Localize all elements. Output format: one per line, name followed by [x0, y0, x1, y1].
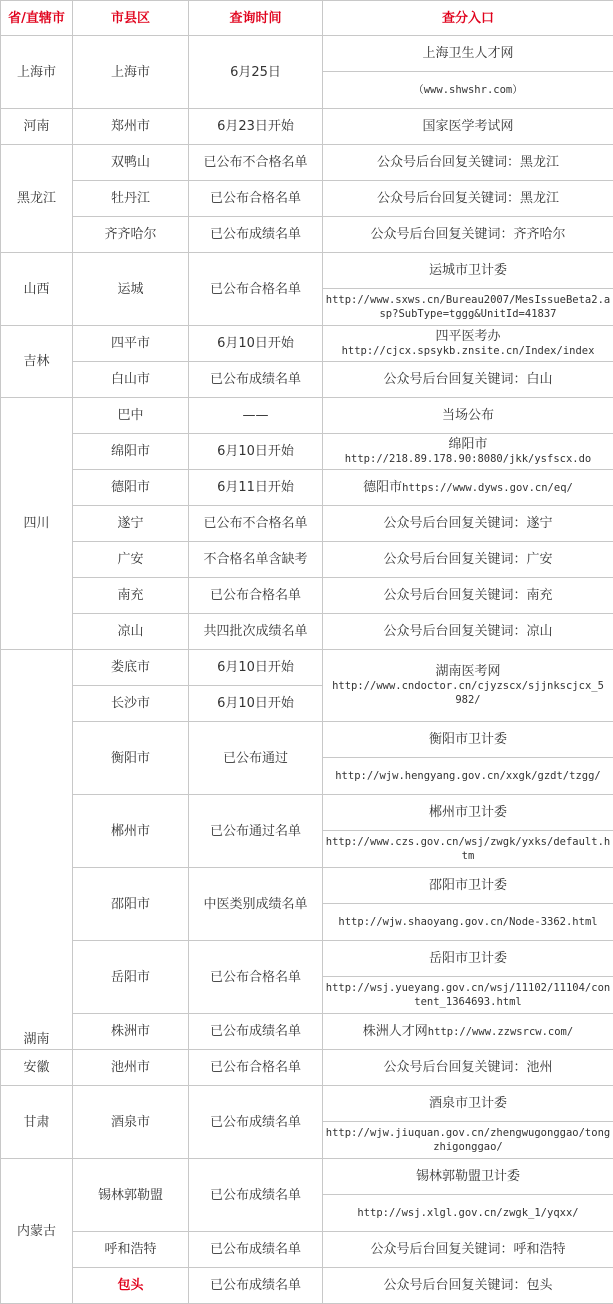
- city-cell: 广安: [73, 542, 189, 578]
- province-cell: 山西: [1, 253, 73, 326]
- province-cell: 河南: [1, 109, 73, 145]
- table-row: [1, 1232, 613, 1268]
- city-cell: 白山市: [73, 362, 189, 398]
- city-cell: 株洲市: [73, 1014, 189, 1050]
- entry-cell: 公众号后台回复关键词：遂宁: [323, 506, 613, 542]
- table-row: [1, 650, 613, 686]
- city-cell: 巴中: [73, 398, 189, 434]
- entry-cell: 公众号后台回复关键词：呼和浩特: [323, 1232, 613, 1268]
- city-cell: 齐齐哈尔: [73, 217, 189, 253]
- entry-url[interactable]: http://www.sxws.cn/Bureau2007/MesIssueBeta2.asp?SubType=tggg&UnitId=41837: [323, 289, 613, 325]
- entry-name: 上海卫生人才网: [323, 36, 613, 72]
- table-row: [1, 217, 613, 253]
- time-cell: 已公布合格名单: [189, 941, 323, 1014]
- table-row: [1, 1268, 613, 1304]
- city-cell: 四平市: [73, 326, 189, 362]
- table-row: [1, 1014, 613, 1050]
- time-cell: 已公布成绩名单: [189, 1159, 323, 1232]
- city-cell: 锡林郭勒盟: [73, 1159, 189, 1232]
- time-cell: 6月10日开始: [189, 434, 323, 470]
- city-cell: 岳阳市: [73, 941, 189, 1014]
- entry-name: 株洲人才网: [363, 1024, 428, 1039]
- table-row: [1, 434, 613, 470]
- entry-cell: 公众号后台回复关键词：凉山: [323, 614, 613, 650]
- entry-cell: [323, 1159, 613, 1232]
- city-cell: 运城: [73, 253, 189, 326]
- time-cell: 6月23日开始: [189, 109, 323, 145]
- time-cell: 6月10日开始: [189, 650, 323, 686]
- entry-name: 绵阳市: [448, 437, 487, 452]
- time-cell: 已公布通过: [189, 722, 323, 795]
- entry-cell: 公众号后台回复关键词：包头: [323, 1268, 613, 1304]
- table-row: [1, 326, 613, 362]
- header-entry: 查分入口: [323, 1, 613, 36]
- entry-cell: [323, 868, 613, 941]
- city-cell: 绵阳市: [73, 434, 189, 470]
- header-city: 市县区: [73, 1, 189, 36]
- header-time: 查询时间: [189, 1, 323, 36]
- entry-url[interactable]: http://wjw.hengyang.gov.cn/xxgk/gzdt/tzgg/: [323, 758, 613, 794]
- city-cell: 牡丹江: [73, 181, 189, 217]
- entry-name: 湖南医考网: [435, 664, 500, 679]
- entry-cell: [323, 650, 613, 722]
- entry-cell: [323, 1014, 613, 1050]
- time-cell: 已公布通过名单: [189, 795, 323, 868]
- province-cell: 四川: [1, 398, 73, 650]
- entry-cell: [323, 795, 613, 868]
- entry-cell: [323, 434, 613, 470]
- time-cell: 不合格名单含缺考: [189, 542, 323, 578]
- entry-name: 运城市卫计委: [323, 253, 613, 289]
- province-cell: 黑龙江: [1, 145, 73, 253]
- city-cell: 呼和浩特: [73, 1232, 189, 1268]
- entry-name: 酒泉市卫计委: [323, 1086, 613, 1122]
- entry-cell: 国家医学考试网: [323, 109, 613, 145]
- time-cell: 共四批次成绩名单: [189, 614, 323, 650]
- table-row: [1, 1086, 613, 1159]
- entry-cell: [323, 36, 613, 109]
- table-row: [1, 36, 613, 109]
- time-cell: 已公布成绩名单: [189, 1014, 323, 1050]
- province-cell: 甘肃: [1, 1086, 73, 1159]
- city-cell: 长沙市: [73, 686, 189, 722]
- time-cell: 已公布成绩名单: [189, 362, 323, 398]
- table-row: [1, 506, 613, 542]
- city-cell: 郴州市: [73, 795, 189, 868]
- entry-url[interactable]: （www.shwshr.com）: [323, 72, 613, 108]
- entry-cell: [323, 326, 613, 362]
- city-cell: 德阳市: [73, 470, 189, 506]
- table-row: [1, 941, 613, 1014]
- time-cell: 已公布成绩名单: [189, 1268, 323, 1304]
- time-cell: 已公布成绩名单: [189, 1232, 323, 1268]
- entry-name: 衡阳市卫计委: [323, 722, 613, 758]
- table-row: [1, 181, 613, 217]
- time-cell: 已公布不合格名单: [189, 506, 323, 542]
- time-cell: 已公布合格名单: [189, 1050, 323, 1086]
- time-cell: 已公布合格名单: [189, 253, 323, 326]
- table-row: [1, 795, 613, 868]
- table-row: [1, 253, 613, 326]
- entry-cell: 公众号后台回复关键词：广安: [323, 542, 613, 578]
- city-cell: 南充: [73, 578, 189, 614]
- entry-cell: 公众号后台回复关键词：南充: [323, 578, 613, 614]
- entry-name: 锡林郭勒盟卫计委: [323, 1159, 613, 1195]
- entry-url[interactable]: http://wsj.xlgl.gov.cn/zwgk_1/yqxx/: [323, 1195, 613, 1231]
- table-row: [1, 398, 613, 434]
- province-cell: 吉林: [1, 326, 73, 398]
- city-cell: 双鸭山: [73, 145, 189, 181]
- entry-name: 邵阳市卫计委: [323, 868, 613, 904]
- time-cell: 6月11日开始: [189, 470, 323, 506]
- entry-name: 郴州市卫计委: [323, 795, 613, 831]
- city-cell: 遂宁: [73, 506, 189, 542]
- city-cell: 郑州市: [73, 109, 189, 145]
- entry-cell: [323, 253, 613, 326]
- entry-cell: 公众号后台回复关键词：池州: [323, 1050, 613, 1086]
- table-row: [1, 1050, 613, 1086]
- time-cell: 已公布成绩名单: [189, 217, 323, 253]
- entry-url[interactable]: http://wjw.jiuquan.gov.cn/zhengwugonggao/tongzhigonggao/: [323, 1122, 613, 1158]
- entry-name: 德阳市: [363, 480, 402, 495]
- city-cell: 池州市: [73, 1050, 189, 1086]
- table-row: [1, 542, 613, 578]
- time-cell: 已公布成绩名单: [189, 1086, 323, 1159]
- table-row: [1, 109, 613, 145]
- entry-cell: [323, 722, 613, 795]
- city-cell: 凉山: [73, 614, 189, 650]
- entry-name: 四平医考办: [435, 329, 500, 344]
- entry-name: 岳阳市卫计委: [323, 941, 613, 977]
- province-cell: 上海市: [1, 36, 73, 109]
- table-row: [1, 722, 613, 795]
- entry-cell: 公众号后台回复关键词：黑龙江: [323, 145, 613, 181]
- entry-url[interactable]: http://cjcx.spsykb.znsite.cn/Index/index: [342, 344, 595, 358]
- table-row: [1, 1159, 613, 1232]
- entry-url[interactable]: https://www.dyws.gov.cn/eq/: [402, 482, 573, 494]
- entry-cell: 公众号后台回复关键词：白山: [323, 362, 613, 398]
- entry-cell: [323, 470, 613, 506]
- entry-cell: 公众号后台回复关键词：黑龙江: [323, 181, 613, 217]
- entry-cell: 公众号后台回复关键词：齐齐哈尔: [323, 217, 613, 253]
- province-cell: 内蒙古: [1, 1159, 73, 1304]
- time-cell: 6月10日开始: [189, 686, 323, 722]
- header-province: 省/直辖市: [1, 1, 73, 36]
- table-row: [1, 145, 613, 181]
- table-row: [1, 362, 613, 398]
- time-cell: 6月25日: [189, 36, 323, 109]
- city-cell: 包头: [73, 1268, 189, 1304]
- city-cell: 酒泉市: [73, 1086, 189, 1159]
- time-cell: 已公布合格名单: [189, 578, 323, 614]
- time-cell: ——: [189, 398, 323, 434]
- city-cell: 邵阳市: [73, 868, 189, 941]
- city-cell: 上海市: [73, 36, 189, 109]
- entry-url[interactable]: http://www.czs.gov.cn/wsj/zwgk/yxks/default.htm: [323, 831, 613, 867]
- province-cell: 湖南: [1, 650, 73, 1050]
- entry-cell: [323, 1086, 613, 1159]
- time-cell: 中医类别成绩名单: [189, 868, 323, 941]
- time-cell: 6月10日开始: [189, 326, 323, 362]
- entry-cell: [323, 941, 613, 1014]
- entry-cell: 当场公布: [323, 398, 613, 434]
- entry-url[interactable]: http://wjw.shaoyang.gov.cn/Node-3362.html: [323, 904, 613, 940]
- province-cell: 安徽: [1, 1050, 73, 1086]
- entry-url[interactable]: http://wsj.yueyang.gov.cn/wsj/11102/11104/content_1364693.html: [323, 977, 613, 1013]
- table-row: [1, 470, 613, 506]
- city-cell: 娄底市: [73, 650, 189, 686]
- time-cell: 已公布合格名单: [189, 181, 323, 217]
- table-row: [1, 614, 613, 650]
- table-row: [1, 578, 613, 614]
- city-cell: 衡阳市: [73, 722, 189, 795]
- time-cell: 已公布不合格名单: [189, 145, 323, 181]
- entry-url[interactable]: http://www.zzwsrcw.com/: [428, 1026, 573, 1038]
- entry-url[interactable]: http://218.89.178.90:8080/jkk/ysfscx.do: [345, 452, 592, 466]
- entry-url[interactable]: http://www.cndoctor.cn/cjyzscx/sjjnkscjcx_5982/: [323, 679, 613, 707]
- table-row: [1, 868, 613, 941]
